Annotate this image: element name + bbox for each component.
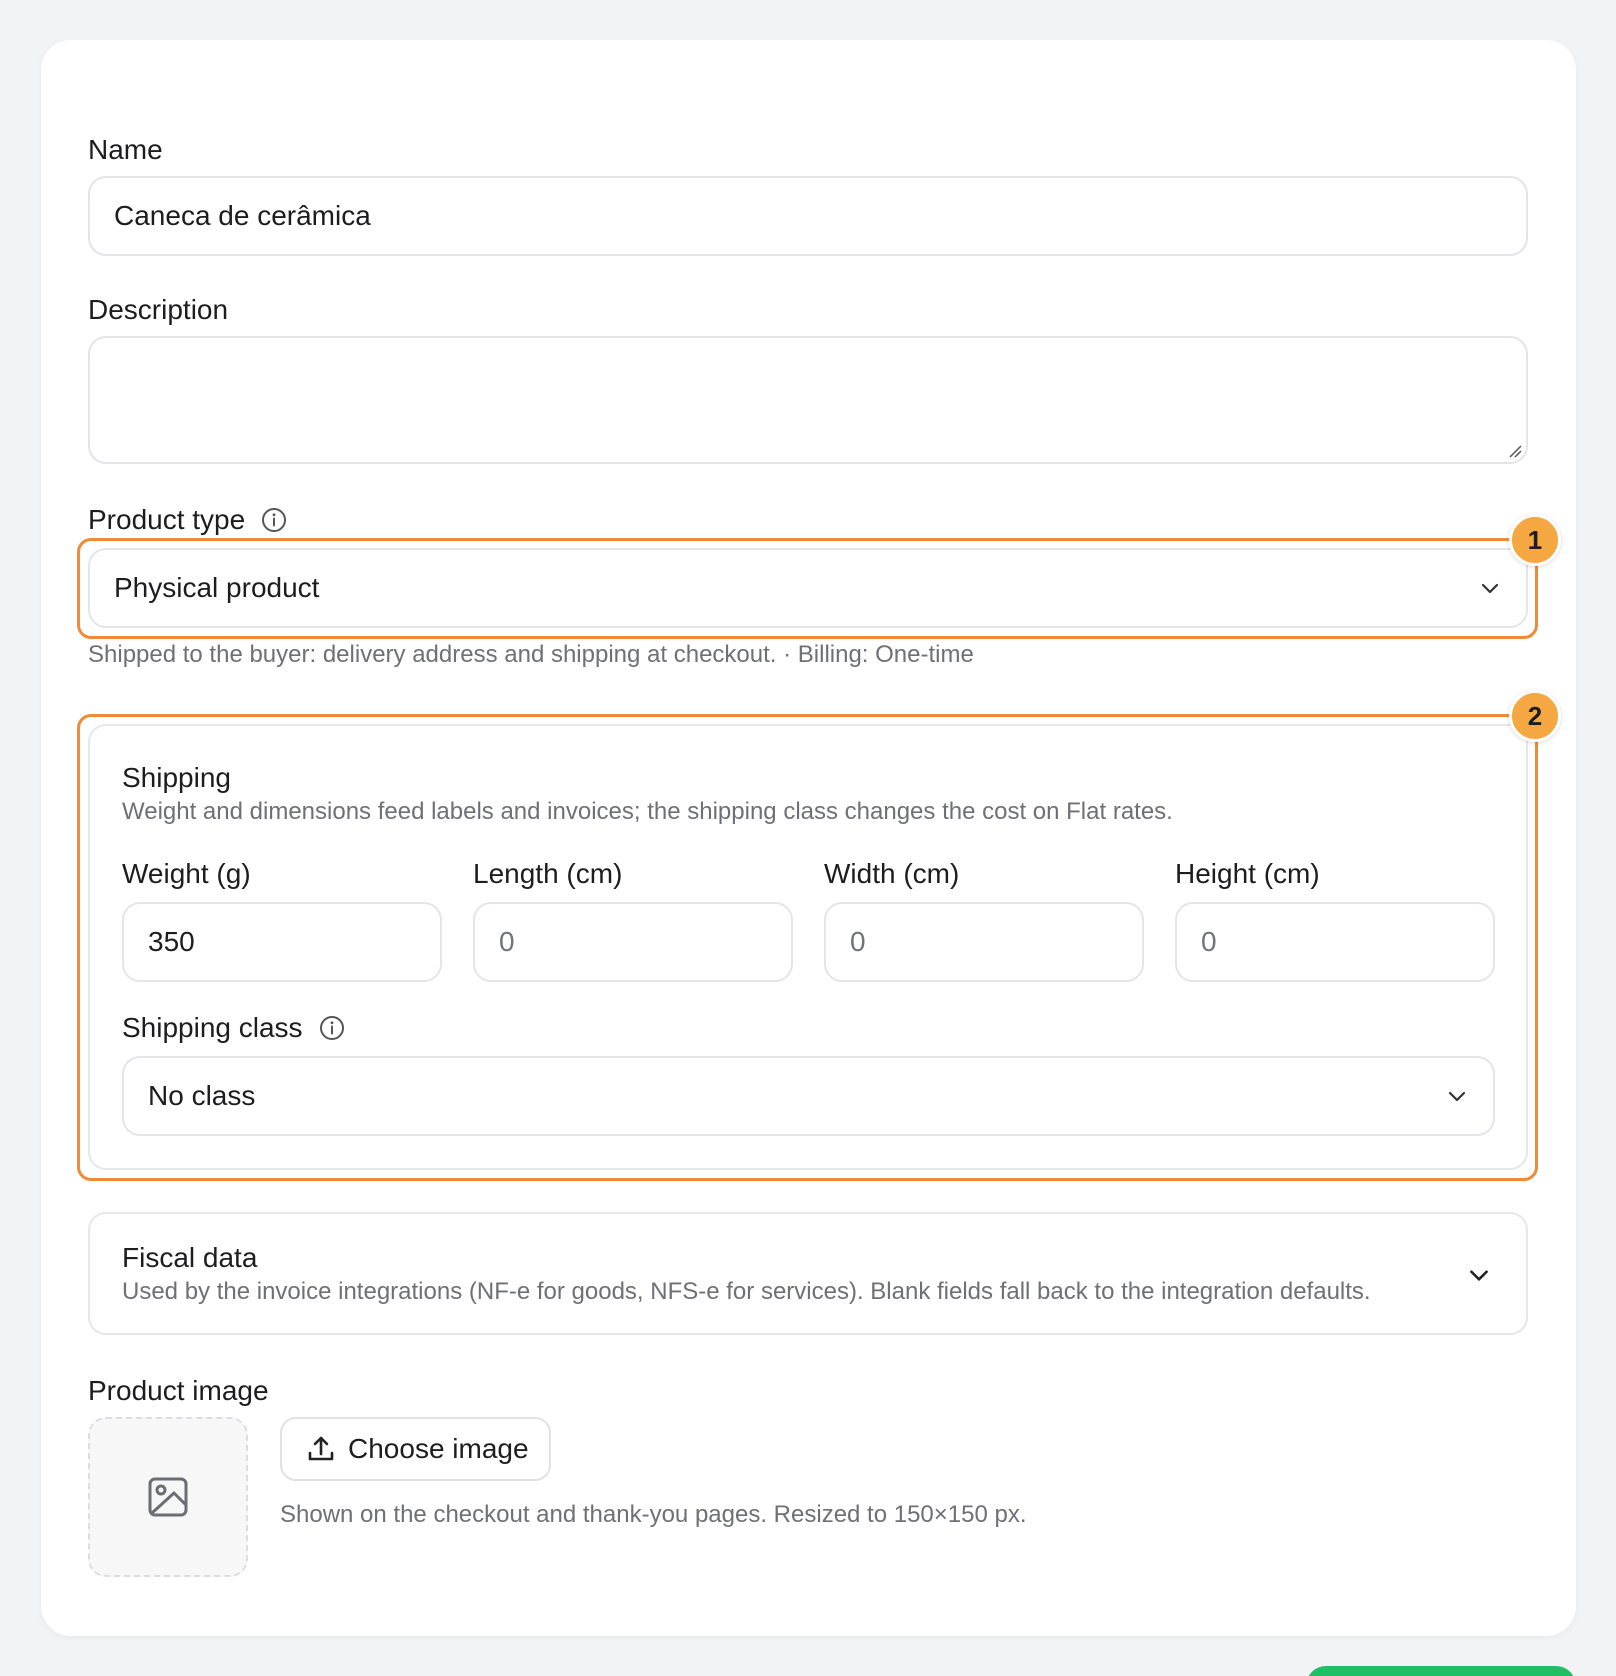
shipping-class-select[interactable]: No class	[122, 1056, 1495, 1136]
width-input[interactable]: 0	[824, 902, 1144, 982]
image-icon	[146, 1475, 190, 1519]
fiscal-title: Fiscal data	[122, 1242, 258, 1273]
primary-action-button-partial[interactable]	[1306, 1666, 1576, 1676]
shipping-panel	[88, 724, 1528, 1170]
chevron-down-icon[interactable]	[1466, 1262, 1492, 1288]
height-input[interactable]: 0	[1175, 902, 1495, 982]
product-type-hint: Shipped to the buyer: delivery address and shipping at checkout. · Billing: One-time	[88, 641, 974, 668]
description-label: Description	[88, 294, 229, 325]
annotation-badge-1: 1	[1509, 514, 1561, 566]
annotation-badge-2: 2	[1509, 690, 1561, 742]
description-textarea[interactable]	[88, 336, 1528, 464]
weight-label: Weight (g)	[122, 858, 251, 889]
image-preview	[88, 1417, 248, 1577]
fiscal-subtitle: Used by the invoice integrations (NF-e for goods, NFS-e for services). Blank fields fall back to the integration defaults.	[122, 1278, 1371, 1305]
fiscal-data-panel[interactable]	[88, 1212, 1528, 1335]
shipping-subtitle: Weight and dimensions feed labels and invoices; the shipping class changes the cost on Flat rates.	[122, 798, 1173, 825]
product-type-select[interactable]: Physical product	[88, 548, 1528, 628]
chevron-down-icon	[1445, 1084, 1469, 1108]
info-icon[interactable]	[319, 1015, 345, 1041]
height-label: Height (cm)	[1175, 858, 1320, 889]
info-icon[interactable]	[261, 507, 287, 533]
length-label: Length (cm)	[473, 858, 623, 889]
shipping-title: Shipping	[122, 762, 231, 793]
length-input[interactable]: 0	[473, 902, 793, 982]
choose-image-button[interactable]: Choose image	[280, 1417, 551, 1481]
upload-icon	[306, 1434, 336, 1464]
product-image-hint: Shown on the checkout and thank-you pages. Resized to 150×150 px.	[280, 1501, 1027, 1528]
name-label: Name	[88, 134, 163, 165]
weight-input[interactable]: 350	[122, 902, 442, 982]
chevron-down-icon	[1478, 576, 1502, 600]
product-type-label: Product type	[88, 506, 287, 534]
name-input[interactable]: Caneca de cerâmica	[88, 176, 1528, 256]
product-form-card	[41, 40, 1576, 1636]
shipping-class-label: Shipping class	[122, 1014, 345, 1042]
product-image-label: Product image	[88, 1375, 269, 1406]
width-label: Width (cm)	[824, 858, 960, 889]
resize-grip-icon[interactable]	[1508, 444, 1522, 458]
